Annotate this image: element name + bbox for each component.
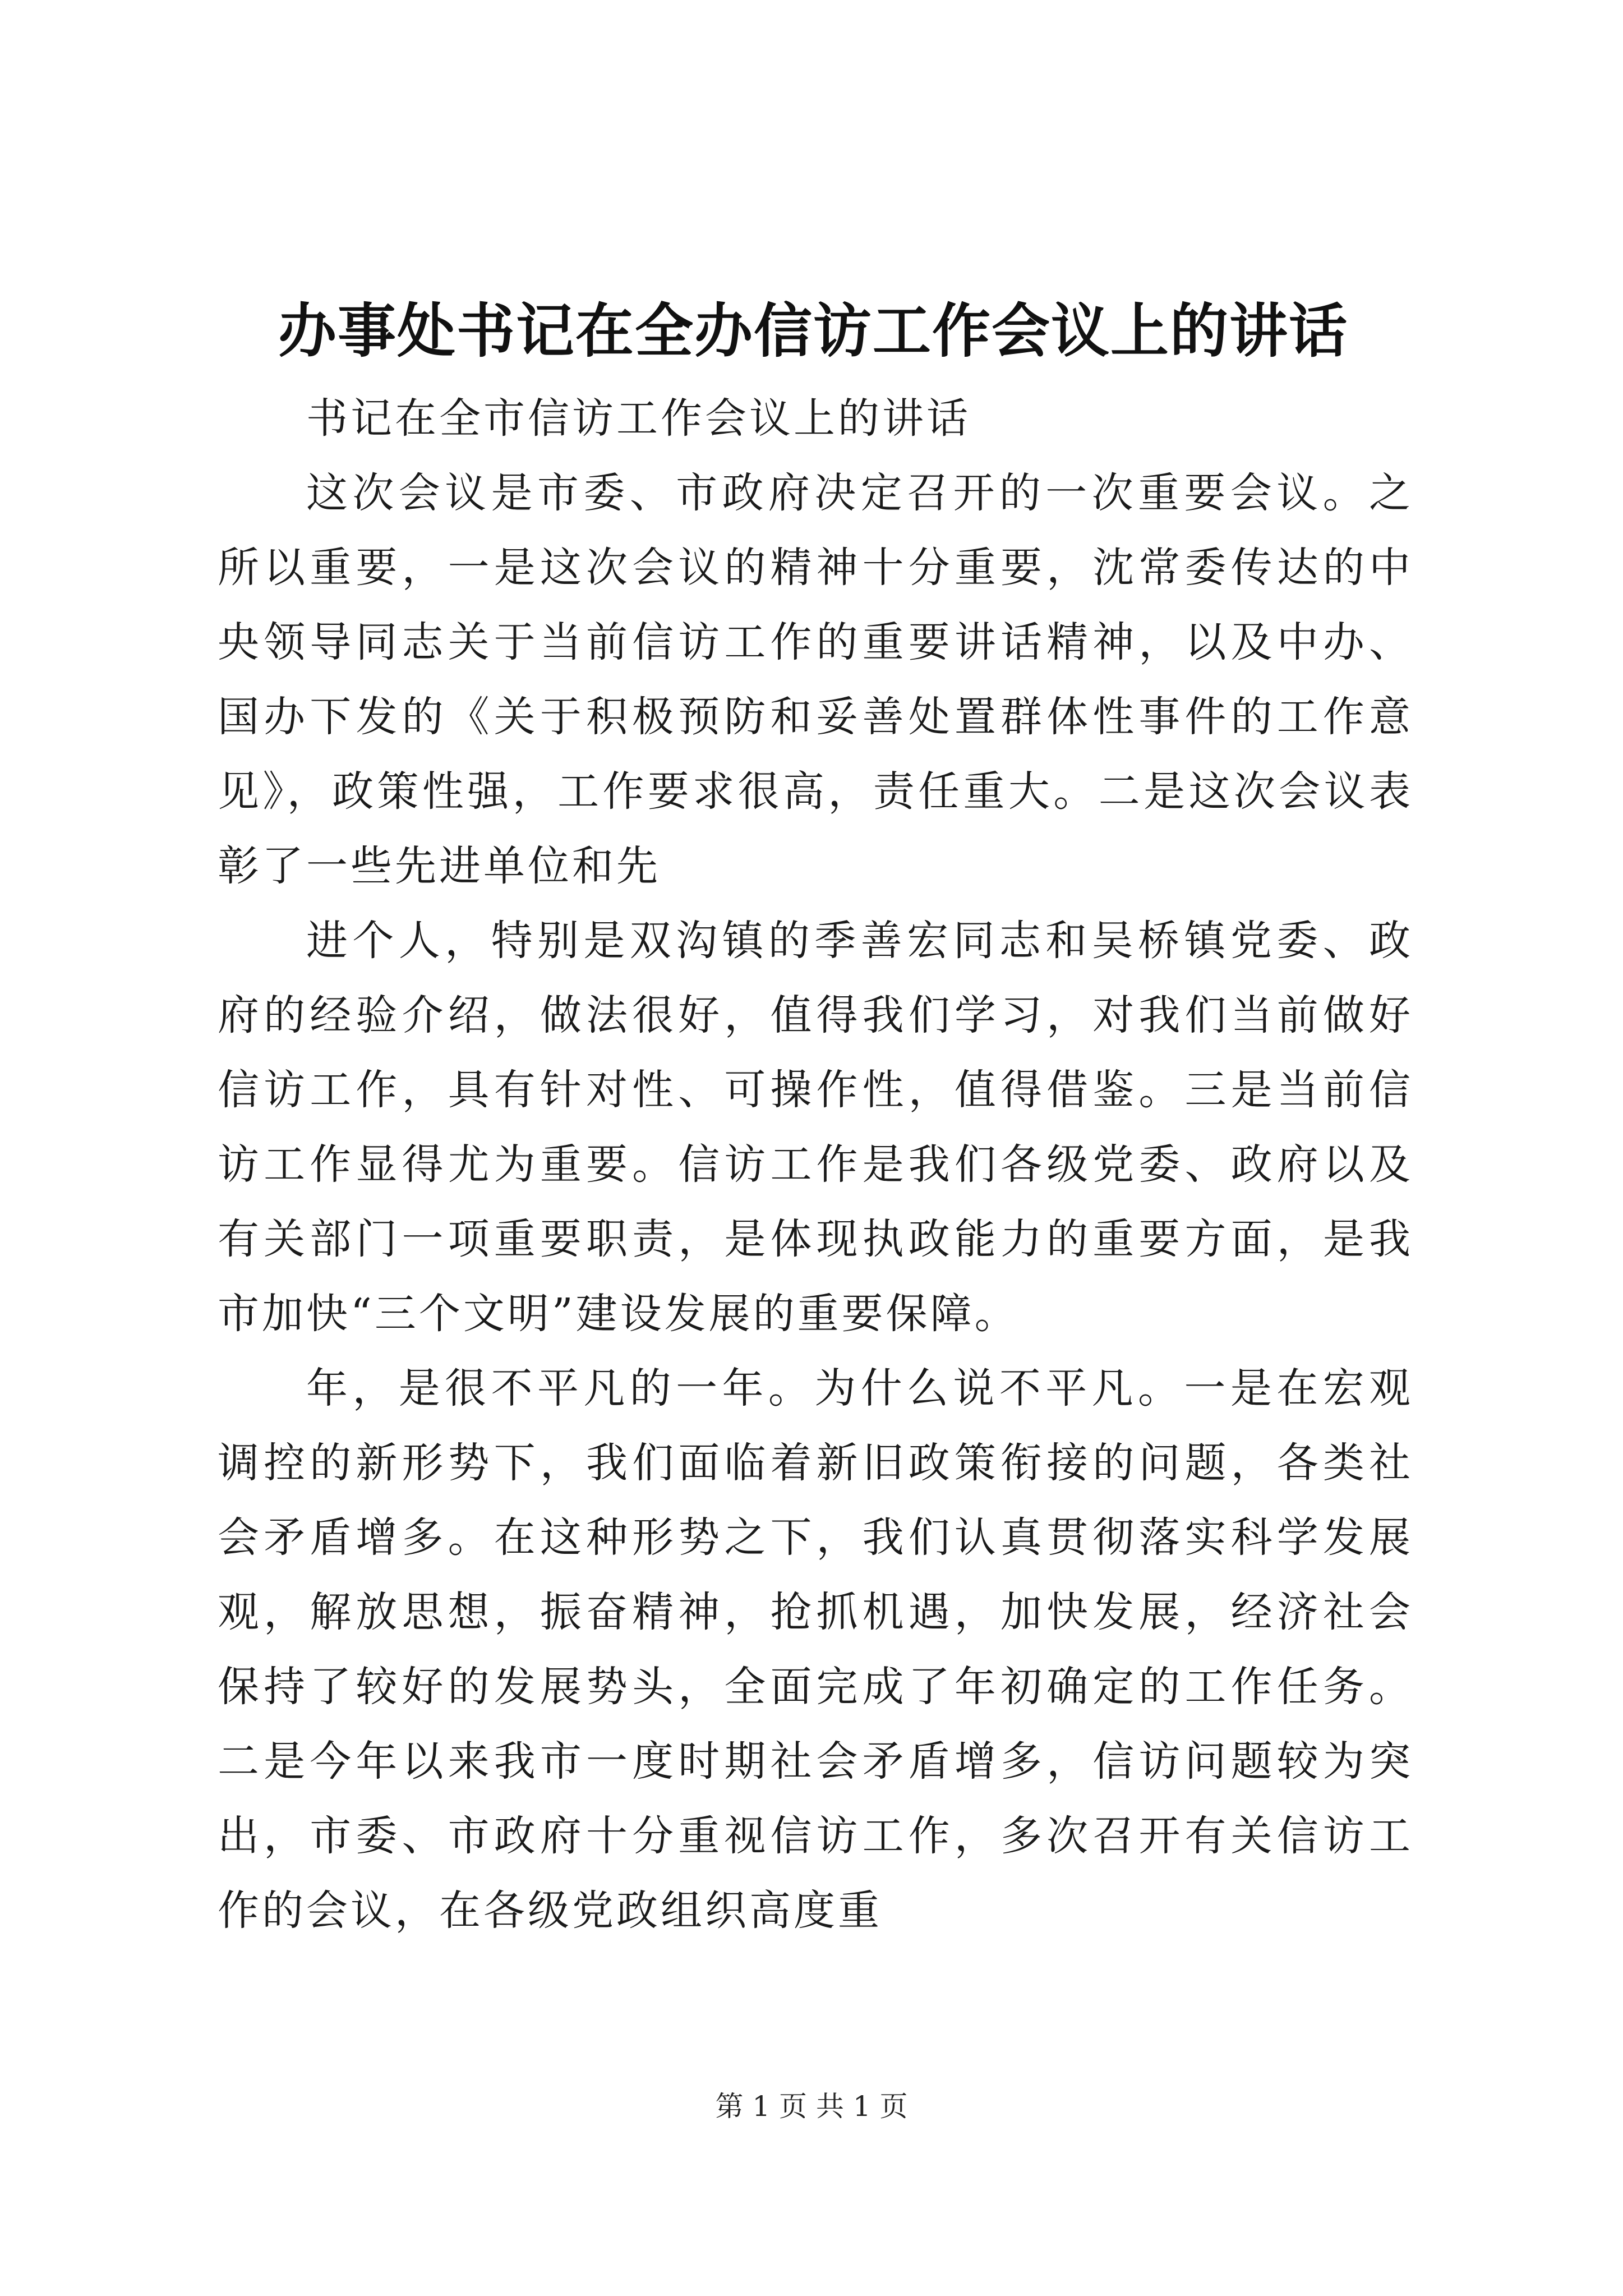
page-footer: 第 1 页 共 1 页 [715, 2090, 908, 2123]
subtitle-line: 书记在全市信访工作会议上的讲话 [306, 394, 971, 443]
paragraph-3: 年，是很不平凡的一年。为什么说不平凡。一是在宏观调控的新形势下，我们面临着新旧政策衔接的问题，各类社会矛盾增多。在这种形势之下，我们认真贯彻落实科学发展观，解放思想，振奋精神，抢抓机遇，加快发展，经济社会保持了较好的发展势头，全面完成了年初确定的工作任务。二是今年以来我市一度时期社会矛盾增多，信访问题较为突出，市委、市政府十分重视信访工作，多次召开有关信访工作的会议，在各级党政组织高度重 [218, 1364, 1413, 1935]
paragraph-1: 这次会议是市委、市政府决定召开的一次重要会议。之所以重要，一是这次会议的精神十分重要，沈常委传达的中央领导同志关于当前信访工作的重要讲话精神，以及中办、国办下发的《关于积极预防和妥善处置群体性事件的工作意见》，政策性强，工作要求很高，责任重大。二是这次会议表彰了一些先进单位和先 [218, 469, 1413, 890]
paragraph-2: 进个人，特别是双沟镇的季善宏同志和吴桥镇党委、政府的经验介绍，做法很好，值得我们学习，对我们当前做好信访工作，具有针对性、可操作性，值得借鉴。三是当前信访工作显得尤为重要。信访工作是我们各级党委、政府以及有关部门一项重要职责，是体现执政能力的重要方面，是我市加快“三个文明”建设发展的重要保障。 [218, 917, 1413, 1338]
document-body [218, 381, 1413, 1948]
document-title: 办事处书记在全办信访工作会议上的讲话 [278, 297, 1348, 365]
